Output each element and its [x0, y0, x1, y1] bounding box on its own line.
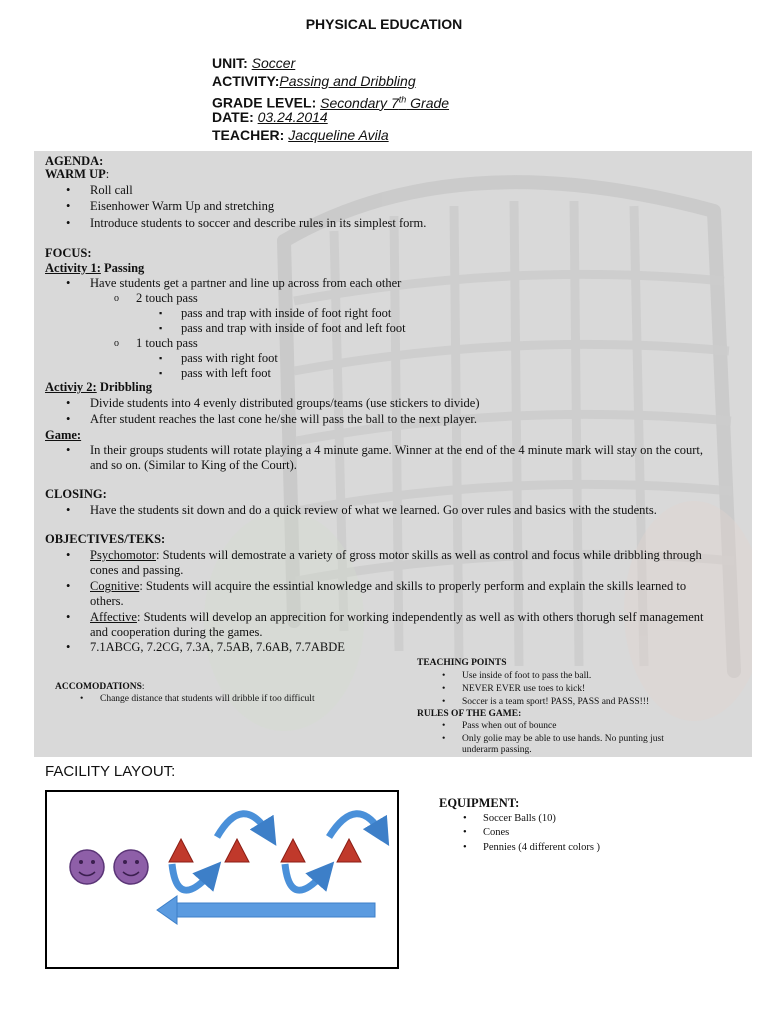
unit-label: UNIT:	[212, 55, 248, 71]
rules-item: • Pass when out of bounce	[462, 720, 556, 732]
cognitive-label: Cognitive	[90, 579, 140, 593]
date-label: DATE:	[212, 109, 254, 125]
warmup-item: • Eisenhower Warm Up and stretching	[90, 199, 274, 214]
affective-text: : Students will develop an apprecition for working independently as well as with others thorugh self management	[136, 610, 704, 624]
activity2-label: Activiy 2:	[45, 380, 97, 394]
activity2-item: • Divide students into 4 evenly distributed groups/teams (use stickers to divide)	[90, 396, 480, 411]
activity-label: ACTIVITY:	[212, 73, 280, 89]
header-date	[212, 108, 328, 126]
cone-3	[281, 839, 305, 862]
one-touch-item: o 1 touch pass	[136, 336, 198, 351]
closing-item: • Have the students sit down and do a quick review of what we learned. Go over rules and basics with the students.	[90, 503, 657, 518]
warmup-label: WARM UP	[45, 167, 106, 181]
accommodations-item: • Change distance that students will dribble if too difficult	[100, 693, 315, 705]
rules-heading: RULES OF THE GAME:	[417, 709, 522, 719]
accommodations-colon: :	[141, 682, 145, 692]
smiley-player-1	[70, 850, 104, 884]
psychomotor-text: : Students will demostrate a variety of gross motor skills as well as control and focus while dribbling through	[155, 548, 702, 562]
warmup-item: • Roll call	[90, 183, 133, 198]
grade-sup: th	[398, 94, 407, 104]
facility-diagram	[45, 790, 399, 969]
rules-item-cont: underarm passing.	[462, 745, 532, 755]
activity2-item: • After student reaches the last cone he/she will pass the ball to the next player.	[90, 412, 477, 427]
psychomotor-line2: cones and passing.	[90, 563, 184, 577]
cognitive-line1	[90, 579, 686, 594]
facility-drawing	[47, 792, 397, 967]
game-line1: • In their groups students will rotate playing a 4 minute game. Winner at the end of the 4 minute mark will stay on the court,	[90, 443, 703, 458]
page-title: PHYSICAL EDUCATION	[305, 16, 463, 32]
objectives-heading: OBJECTIVES/TEKS:	[45, 532, 166, 546]
facility-colon: :	[171, 763, 176, 780]
curved-arrow-over-1	[217, 814, 269, 837]
affective-line1	[90, 610, 704, 625]
cone-2	[225, 839, 249, 862]
game-line2: and so on. (Similar to King of the Court).	[90, 458, 297, 472]
activity1-item: • Have students get a partner and line up across from each other	[90, 276, 401, 291]
grade-value	[320, 95, 449, 111]
curved-arrow-over-2	[329, 814, 382, 837]
header-activity	[212, 72, 416, 90]
grade-pre: Secondary 7	[320, 94, 399, 111]
two-touch-sub: ▪ pass and trap with inside of foot and left foot	[181, 321, 406, 336]
date-value: 03.24.2014	[257, 109, 328, 125]
cone-4	[337, 839, 361, 862]
return-arrow	[157, 896, 375, 924]
header-teacher	[212, 126, 389, 144]
affective-label: Affective	[90, 610, 137, 624]
closing-heading: CLOSING:	[45, 487, 107, 501]
cognitive-line2: others.	[90, 594, 124, 608]
psychomotor-label: Psychomotor	[90, 548, 156, 562]
cone-1	[169, 839, 193, 862]
focus-heading: FOCUS:	[45, 246, 92, 260]
grade-label: GRADE LEVEL:	[212, 94, 317, 111]
accommodations-label: ACCOMODATIONS	[55, 682, 142, 692]
warmup-colon: :	[105, 167, 110, 181]
equipment-item: • Soccer Balls (10)	[483, 812, 556, 826]
activity2-name: Dribbling	[96, 380, 152, 394]
teks-item: • 7.1ABCG, 7.2CG, 7.3A, 7.5AB, 7.6AB, 7.7ABDE	[90, 640, 345, 655]
warmup-item: • Introduce students to soccer and describe rules in its simplest form.	[90, 216, 426, 231]
cognitive-text: : Students will acquire the essintial knowledge and skills to properly perform and explain the skills learned to	[139, 579, 687, 593]
one-touch-sub: ▪ pass with right foot	[181, 351, 278, 366]
two-touch-item: o 2 touch pass	[136, 291, 198, 306]
warmup-heading	[45, 167, 109, 182]
teacher-label: TEACHER:	[212, 127, 285, 143]
activity2-heading	[45, 380, 152, 395]
header-unit	[212, 54, 295, 72]
agenda-heading: AGENDA:	[45, 154, 104, 168]
teacher-value: Jacqueline Avila	[288, 127, 389, 143]
activity-value: Passing and Dribbling	[279, 73, 416, 89]
two-touch-sub: ▪ pass and trap with inside of foot right foot	[181, 306, 391, 321]
teaching-point: • Use inside of foot to pass the ball.	[462, 670, 591, 682]
accommodations-heading	[55, 681, 145, 693]
grade-post: Grade	[406, 94, 450, 111]
facility-heading	[45, 763, 175, 780]
teaching-points-heading: TEACHING POINTS	[417, 658, 507, 668]
psychomotor-line1	[90, 548, 702, 563]
curved-arrow-under-1	[172, 864, 212, 890]
rules-item: • Only golie may be able to use hands. No punting just	[462, 733, 664, 745]
facility-label: FACILITY LAYOUT	[45, 763, 172, 780]
game-heading: Game:	[45, 428, 82, 442]
equipment-heading: EQUIPMENT:	[439, 796, 520, 810]
affective-line2: and cooperation during the games.	[90, 625, 263, 639]
teaching-point: • Soccer is a team sport! PASS, PASS and PASS!!!	[462, 696, 649, 708]
unit-value: Soccer	[251, 55, 296, 71]
teaching-point: • NEVER EVER use toes to kick!	[462, 683, 585, 695]
equipment-item: • Pennies (4 different colors )	[483, 841, 600, 855]
smiley-player-2	[114, 850, 148, 884]
activity1-label: Activity 1:	[45, 261, 101, 275]
equipment-item: • Cones	[483, 826, 509, 840]
activity1-heading	[45, 261, 144, 276]
one-touch-sub: ▪ pass with left foot	[181, 366, 271, 381]
curved-arrow-under-2	[285, 864, 325, 890]
lesson-panel	[34, 151, 752, 757]
activity1-name: Passing	[100, 261, 145, 275]
